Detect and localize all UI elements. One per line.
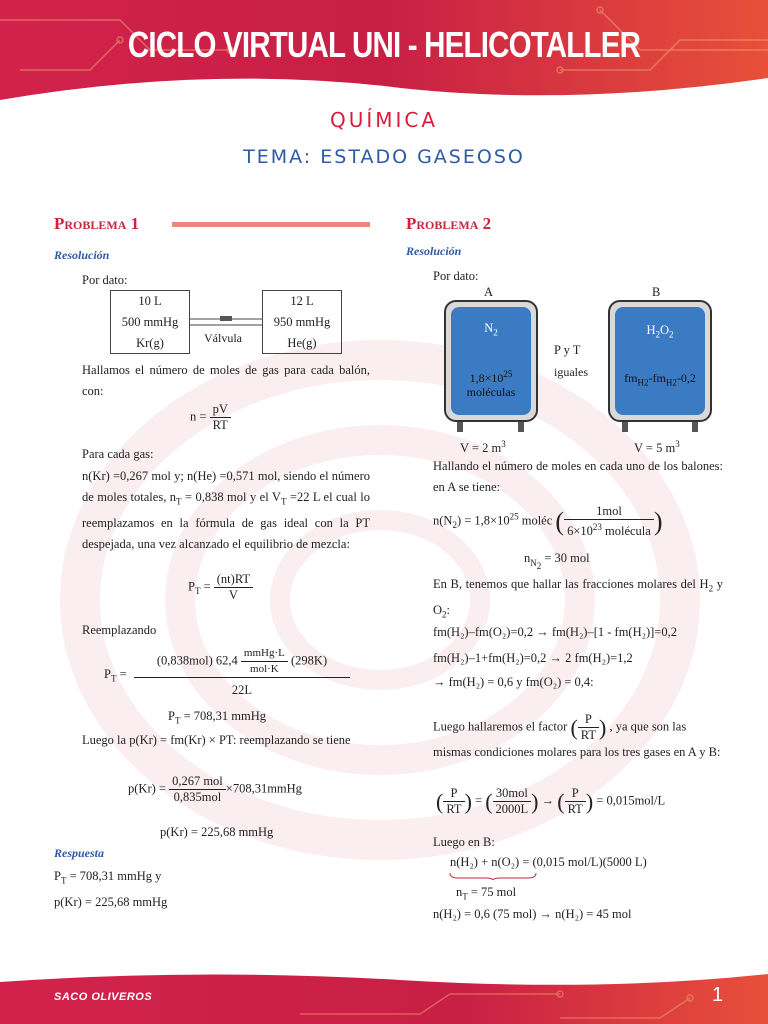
problem1-bar xyxy=(172,222,370,227)
equation-pkr: p(Kr) = $\frac{\text{0,267 mol}}{\text{0,835mol}}$ ×708,31mmHg xyxy=(128,774,302,804)
problem2-paragraph4: Luego en B: xyxy=(433,835,495,849)
balloon-he xyxy=(262,290,342,354)
problem2-line1: fm(H₂)–fm(O₂)=0,2 → fm(H₂)–[1 - fm(H₂)]=0,2 xyxy=(433,625,677,639)
problem1-paragraph4: Reemplazando xyxy=(82,623,157,637)
problem2-paragraph2: En B, tenemos que hallar las fracciones molares del $H_2$ y $O_2$: xyxy=(433,577,723,619)
iguales-label: iguales xyxy=(554,365,588,379)
topic-name: ESTADO GASEOSO xyxy=(320,146,525,168)
topic-prefix: TEMA: xyxy=(243,146,313,168)
result-nt: $n_T = 75$ mol xyxy=(456,885,517,902)
problem2-title: Problema 2 xyxy=(406,214,492,233)
result-pt: $P_T = 708,31$ mmHg xyxy=(168,709,266,726)
problem2-resolucion: Resolución xyxy=(406,244,462,258)
tank-b-fraction: $fm_{H2}-fm_{H2}-0,2$ xyxy=(624,371,696,388)
balloon-kr-pressure: 500 mmHg xyxy=(121,315,179,329)
tank-a-gas: $N_2$ xyxy=(484,321,498,338)
valve-pipe xyxy=(190,314,262,328)
balloon-kr-gas: Kr(g) xyxy=(136,336,164,350)
page-number: 1 xyxy=(712,984,724,1006)
tank-b-label: B xyxy=(652,285,661,299)
problem1-paragraph1: Hallamos el número de moles de gas para cada balón, con: xyxy=(82,363,370,398)
subject-title: QUÍMICA xyxy=(329,108,439,132)
balloon-he-volume: 12 L xyxy=(290,294,314,308)
equation-n2: $n(N_2) = 1,8\times 10^{25}$ moléc ( $\frac{\text{1mol}}{6\times 10^{23} molécula}$ ) xyxy=(433,504,663,539)
valve-label: Válvula xyxy=(204,331,242,345)
header-title: CICLO VIRTUAL UNI - HELICOTALLER xyxy=(127,24,641,65)
tank-a xyxy=(444,300,538,422)
problem2-line2: fm(H₂)–1+fm(H₂)=0,2 → 2 fm(H₂)=1,2 xyxy=(433,651,633,665)
problem1-por-dato: Por dato: xyxy=(82,273,128,287)
underbrace xyxy=(448,872,538,880)
problem1-respuesta: Respuesta xyxy=(54,846,105,860)
tank-b xyxy=(608,300,712,422)
topic-title xyxy=(0,146,768,168)
balloon-he-gas: He(g) xyxy=(287,336,317,350)
problem2-last-line: n(H₂) = 0,6 (75 mol) → n(H₂) = 45 mol xyxy=(433,907,632,921)
problem2-paragraph3b: mismas condiciones molares para los tres gases en A y B: xyxy=(433,745,721,759)
result-n2: $n_{N_2} = 30$ mol xyxy=(524,551,590,571)
equation-b: n(H₂) + n(O₂) = (0,015 mol/L)(5000 L) xyxy=(450,855,647,869)
tank-b-volume: V = 5 $m^3$ xyxy=(634,439,680,456)
problem1-resolucion: Resolución xyxy=(54,248,110,262)
page-header xyxy=(0,0,768,100)
equation-factor: ( $\frac{P}{RT}$ ) = ( $\frac{\text{30mol}}{2000L}$ ) → ( $\frac{P}{RT}$ ) = 0,015mol/L xyxy=(436,786,666,816)
problem2-paragraph3: Luego hallaremos el factor ( $\frac{P}{RT}$ ) , ya que son las xyxy=(433,712,687,742)
tank-a-unit: moléculas xyxy=(466,385,516,399)
problem2-line3: → fm(H₂) = 0,6 y fm(O₂) = 0,4: xyxy=(433,675,594,689)
problem1-title: Problema 1 xyxy=(54,214,140,233)
tank-b-gas: $H_2O_2$ xyxy=(646,323,674,340)
answer-pkr: p(Kr) = 225,68 mmHg xyxy=(54,895,168,909)
tank-a-amount: $1,8\times 10^{25}$ xyxy=(469,369,513,385)
problem2-paragraph1: Hallando el número de moles en cada uno de los balones: en A se tiene: xyxy=(433,459,723,494)
balloon-he-pressure: 950 mmHg xyxy=(273,315,331,329)
problem2-por-dato: Por dato: xyxy=(433,269,479,283)
pyt-label: P y T xyxy=(554,343,581,357)
balloon-kr-volume: 10 L xyxy=(138,294,162,308)
balloon-kr xyxy=(110,290,190,354)
page-footer xyxy=(0,964,768,1024)
brand-logo: SACO OLIVEROS xyxy=(54,991,153,1003)
tank-a-volume: V = 2 $m^3$ xyxy=(460,439,506,456)
problem1-paragraph5: Luego la p(Kr) = fm(Kr) × PT: reemplazando se tiene xyxy=(82,733,351,747)
equation-pt: $P_T$ = $\frac{(nt)RT}{V}$ xyxy=(188,572,253,603)
problem1-paragraph3: n(Kr) =0,267 mol y; n(He) =0,571 mol, siendo el número de moles totales, $n_T = 0,838$ mol y el $V_T =22$ L el cual lo reemplazamos en la fórmula de gas ideal con la PT despejada, una vez alcanzado el equilibrio de mezcla: xyxy=(82,469,370,551)
tank-a-label: A xyxy=(484,285,494,299)
equation-n: n = $\frac{pV}{RT}$ xyxy=(190,402,231,433)
problem1-paragraph2: Para cada gas: xyxy=(82,447,154,461)
answer-pt: $P_T = 708,31$ mmHg y xyxy=(54,869,162,886)
result-pkr: p(Kr) = 225,68 mmHg xyxy=(160,825,274,839)
